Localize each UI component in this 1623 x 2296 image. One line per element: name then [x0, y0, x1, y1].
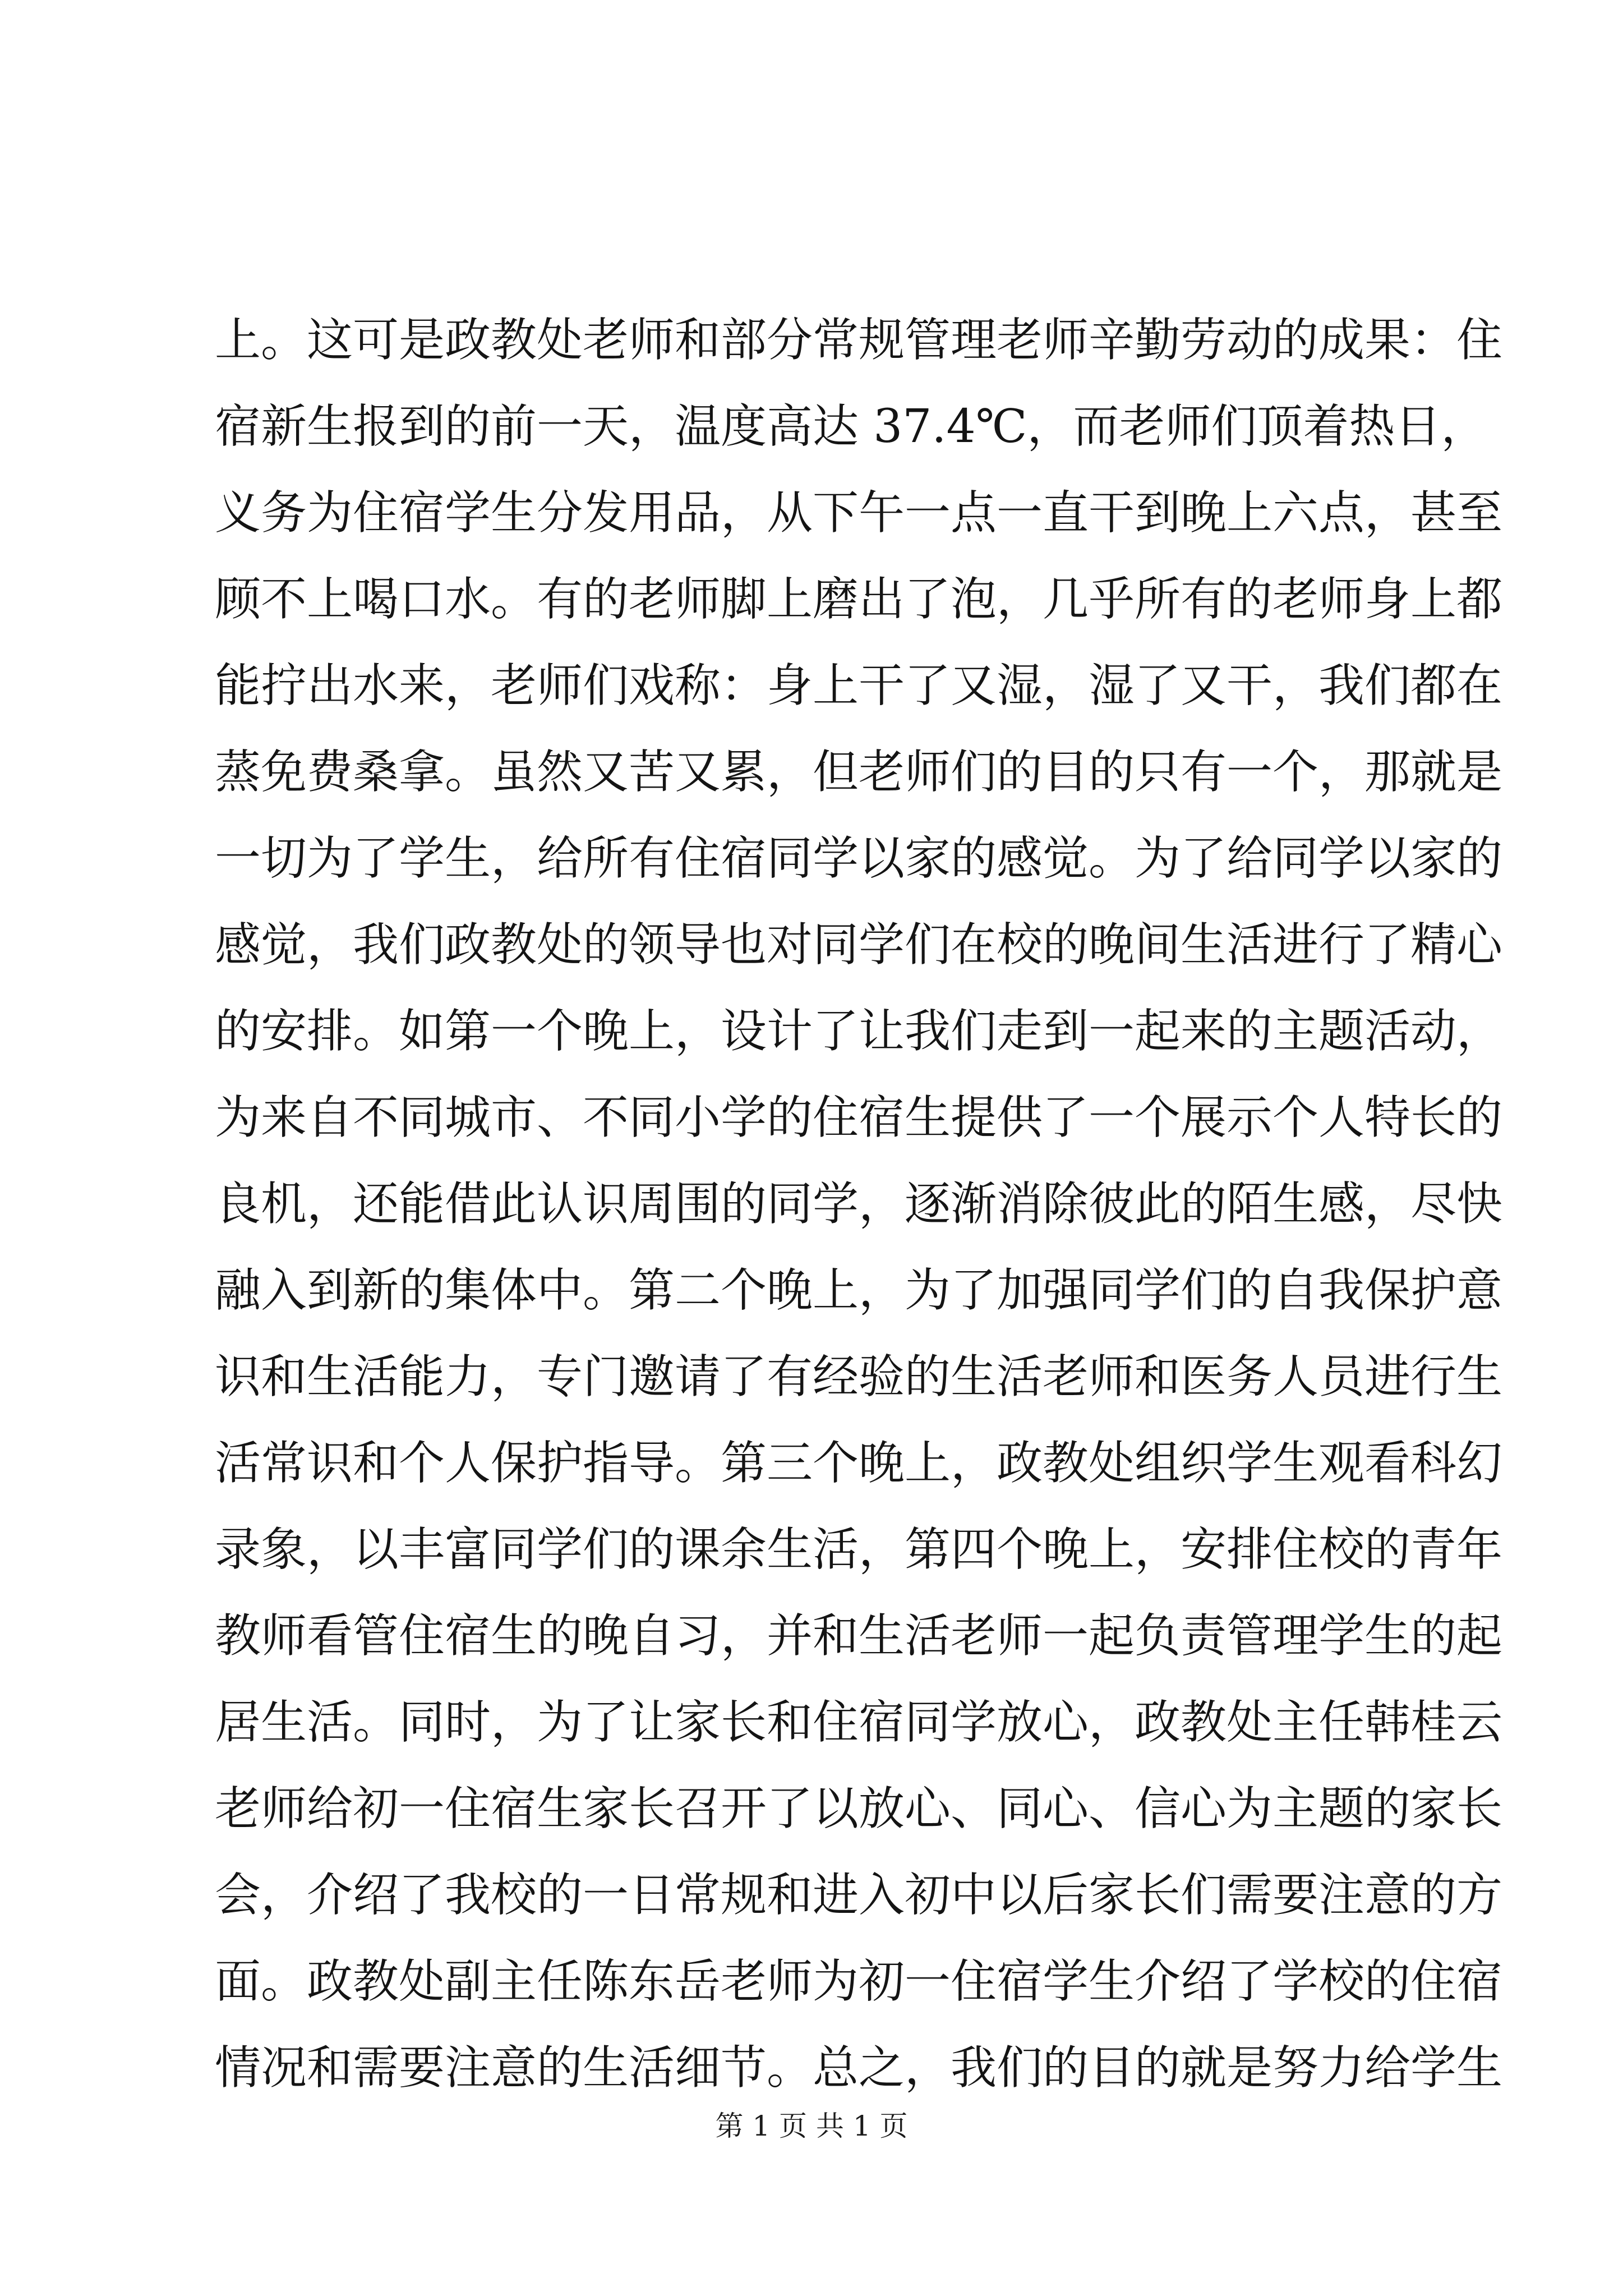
- text-line: 上。这可是政教处老师和部分常规管理老师辛勤劳动的成果：住: [215, 314, 1503, 367]
- text-line: 情况和需要注意的生活细节。总之，我们的目的就是努力给学生: [215, 2041, 1503, 2095]
- text-line: 录象，以丰富同学们的课余生活，第四个晚上，安排住校的青年: [215, 1523, 1503, 1576]
- text-line: 老师给初一住宿生家长召开了以放心、同心、信心为主题的家长: [215, 1782, 1503, 1835]
- page-number-footer: 第 1 页 共 1 页: [715, 2110, 908, 2142]
- text-line: 为来自不同城市、不同小学的住宿生提供了一个展示个人特长的: [215, 1091, 1503, 1144]
- text-line: 良机，还能借此认识周围的同学，逐渐消除彼此的陌生感，尽快: [215, 1177, 1503, 1231]
- body-paragraph: [215, 297, 1503, 2111]
- text-line: 教师看管住宿生的晚自习，并和生活老师一起负责管理学生的起: [215, 1609, 1503, 1663]
- text-line: 能拧出水来，老师们戏称：身上干了又湿，湿了又干，我们都在: [215, 659, 1503, 712]
- text-line: 一切为了学生，给所有住宿同学以家的感觉。为了给同学以家的: [215, 832, 1503, 885]
- text-line: 宿新生报到的前一天，温度高达 37.4℃，而老师们顶着热日，: [215, 400, 1487, 453]
- text-line: 感觉，我们政教处的领导也对同学们在校的晚间生活进行了精心: [215, 918, 1503, 972]
- text-line: 顾不上喝口水。有的老师脚上磨出了泡，几乎所有的老师身上都: [215, 573, 1503, 626]
- text-line: 识和生活能力，专门邀请了有经验的生活老师和医务人员进行生: [215, 1350, 1503, 1404]
- text-line: 面。政教处副主任陈东岳老师为初一住宿学生介绍了学校的住宿: [215, 1955, 1503, 2008]
- text-line: 活常识和个人保护指导。第三个晚上，政教处组织学生观看科幻: [215, 1437, 1503, 1490]
- text-line: 会，介绍了我校的一日常规和进入初中以后家长们需要注意的方: [215, 1869, 1503, 1922]
- text-line: 的安排。如第一个晚上，设计了让我们走到一起来的主题活动，: [215, 1005, 1503, 1058]
- text-line: 蒸免费桑拿。虽然又苦又累，但老师们的目的只有一个，那就是: [215, 746, 1503, 799]
- text-line: 义务为住宿学生分发用品，从下午一点一直干到晚上六点，甚至: [215, 486, 1503, 540]
- text-line: 融入到新的集体中。第二个晚上，为了加强同学们的自我保护意: [215, 1264, 1503, 1317]
- text-line: 居生活。同时，为了让家长和住宿同学放心，政教处主任韩桂云: [215, 1696, 1503, 1749]
